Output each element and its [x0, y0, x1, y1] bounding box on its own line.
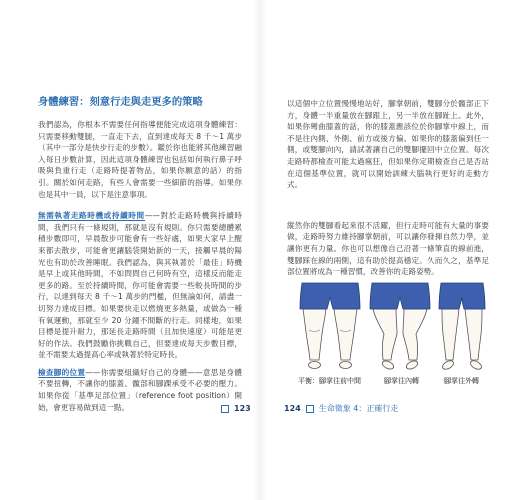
- tip-timing-duration: [38, 210, 242, 361]
- page-marker-icon: [306, 405, 314, 413]
- tip-title: 檢查腳的位置: [38, 367, 86, 377]
- page-marker-icon: [221, 405, 229, 413]
- right-page-column: [287, 98, 489, 288]
- legs-figure-toes-out: [439, 283, 485, 371]
- leg: [403, 309, 427, 360]
- foot: [381, 359, 395, 370]
- foot-position-paragraph: 以這個中立位置慢慢地站好，腳掌朝前，雙腳分於髖部正下方，身體一半重量放在腳跟上，另一半放在腳趾上。此外，如果你彎曲膝蓋的話，你的膝蓋應該位於你腳掌中線上，而不是往內側、外側、前方或後方偏。如果你的膝蓋偏到任一側，或雙腳向內，請試著讓自己的雙腳擺回中立位置。每次走路時都檢查可能太過瘋狂，但如果你定期檢查自己是否站在這個基準位置，就可以開始訓練大腦執行更好的走動方式。: [287, 99, 489, 190]
- page-number: 124: [284, 404, 301, 413]
- leg: [334, 309, 357, 360]
- foot: [469, 359, 483, 371]
- figure-caption-neutral: 平衡：腳掌往前中間: [298, 377, 361, 385]
- shorts: [300, 283, 360, 309]
- left-page-column: [38, 96, 242, 419]
- foot: [405, 359, 419, 370]
- leg: [465, 309, 482, 360]
- running-head: 生命徵象 4：正確行走: [318, 404, 399, 413]
- tip-title: 無需執著走路時機或持續時間: [38, 211, 145, 221]
- page-number: 123: [234, 404, 251, 413]
- legs-illustration: [296, 280, 488, 372]
- shorts: [370, 283, 430, 309]
- leg: [303, 309, 326, 360]
- leg: [442, 309, 459, 360]
- foot: [340, 362, 352, 369]
- tip-body: ——對於走路時機與持續時間，我們只有一條規則，那就是沒有規則。你只需要總體累積步數即可，早晨散步可能會有一些好處，如果大家早上醒來都去散步，可能會更讓腦袋開始新的一天，接觸早晨的陽光也有助於改善睡眠。我們認為，與其執著於「最佳」時機是早上或其他時間，不如問問自己何時有空，這樣反而能走更多的路。至於持續時間，你可能會需要一些較長時間的步行，以達到每天 8 千～1 萬步的門檻，但無論如何，請盡一切努力達成目標。如果要快走以燃燒更多熱量，或做為一種有氧運動，那就至少 20 分鐘不間斷的行走。同樣地，如果目標是提升耐力，那延長走路時間（且加快速度）可能是更好的作法。我們鼓勵你挑戰自己，但要達成每天步數目標，並不需要太過提高心率或執著於特定時長。: [38, 211, 242, 360]
- page-gutter: [254, 0, 266, 500]
- section-heading: 身體練習：刻意行走與走更多的策略: [38, 96, 203, 108]
- tip-foot-position: [38, 367, 242, 413]
- figure-caption-toes-in: 腳掌往內轉: [384, 377, 419, 385]
- legs-figure-neutral: [300, 283, 360, 369]
- walking-line-paragraph: 縱然你的雙腳看起來很不活躍，但行走時可能有大量的事要做，走路時努力維持腳掌朝前，可以讓你發揮自然力學，並讓你更有力量。你也可以想像自己沿著一條筆直的線前進，雙腳踩在線的兩側，這有助於提高穩定。久而久之，基準足部位置將成為一種習慣，改善你的走路姿勢。: [287, 220, 489, 277]
- right-page-footer: [284, 404, 398, 414]
- foot: [309, 362, 321, 369]
- tip-body: ——你需要組織好自己的身體——意思是身體不要扭轉，不讓你的膝蓋、髖部和腳踝承受不必要的壓力。如果你從「基準足部位置」（reference foot position）開始，會更容易做到這一點。: [38, 367, 243, 412]
- figure-caption-toes-out: 腳掌往外轉: [444, 377, 479, 385]
- foot: [441, 359, 455, 371]
- shorts: [439, 283, 485, 309]
- intro-paragraph: 我們認為，你根本不需要任何指導便能完成這項身體練習：只需要移動雙腿，一直走下去，直到達成每天 8 千～1 萬步（其中一部分是快步行走的步數）。鑑於你也能將其他練習融入每日步數計算，因此這項身體練習也包括如何執行鼻子呼吸與負重行走（走路時提著物品，如果你願意的話）的指引。關於如何走路，有些人會需要一些細節的指導。如果你也是其中一員，以下是注意事項。: [38, 120, 242, 199]
- leg: [373, 309, 397, 360]
- legs-figure-toes-in: [370, 283, 430, 371]
- left-page-footer: [216, 404, 251, 414]
